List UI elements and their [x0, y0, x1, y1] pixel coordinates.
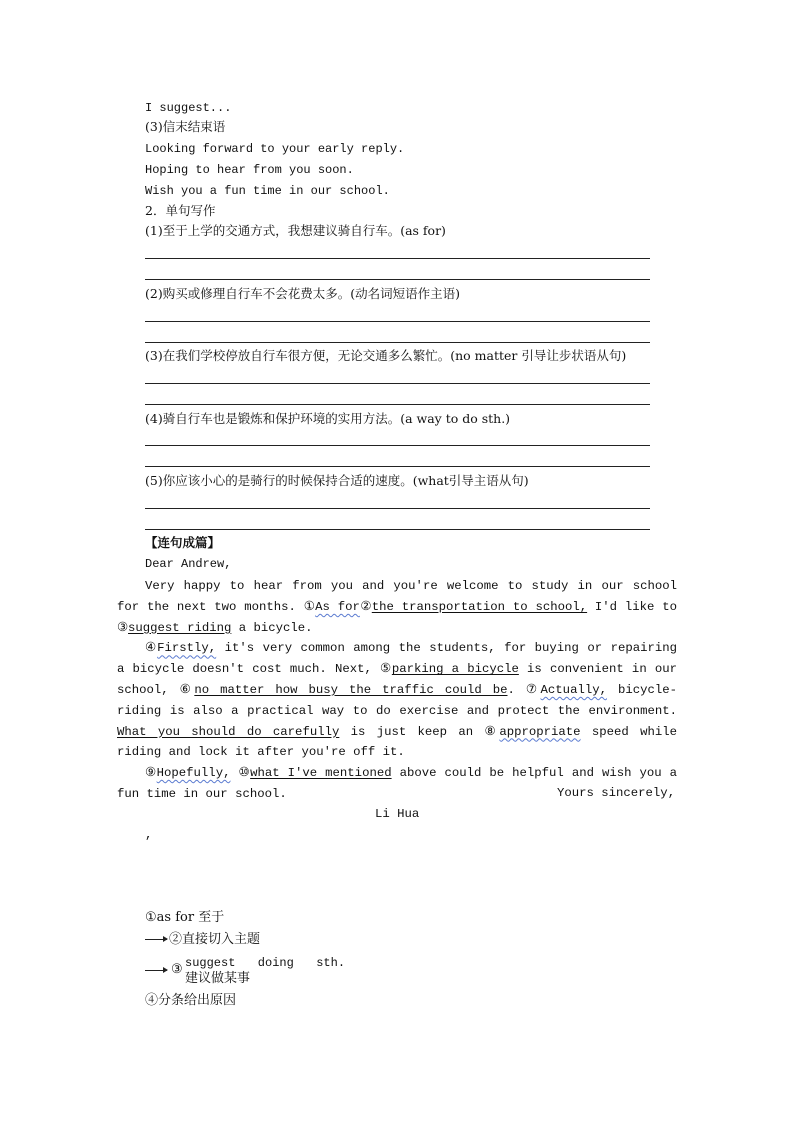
suggest-line: I suggest...	[145, 101, 232, 115]
marker: ③	[117, 620, 129, 635]
signature: Li Hua	[375, 807, 420, 821]
note-2-text: ②直接切入主题	[169, 932, 261, 947]
text-run: Very happy to hear from you and you're welcome to study in our school for the next two months.	[117, 579, 677, 614]
ending-heading: (3)信末结束语	[145, 119, 226, 134]
phrase-as-for: As for	[315, 599, 360, 614]
answer-line	[145, 342, 650, 343]
phrase-no-matter: no matter how busy the traffic could be	[194, 682, 508, 697]
paragraph-1	[117, 576, 677, 638]
marker: ①	[303, 599, 316, 614]
phrase-actually: Actually,	[540, 682, 607, 697]
phrase-what-mentioned: what I've mentioned	[250, 766, 392, 781]
marker: ④	[145, 641, 158, 656]
marker: ⑦	[525, 682, 541, 697]
answer-line	[145, 258, 650, 259]
answer-line	[145, 404, 650, 405]
ending-sentence-3: Wish you a fun time in our school.	[145, 184, 390, 198]
answer-line	[145, 445, 650, 446]
phrase-parking: parking a bicycle	[391, 662, 519, 677]
phrase-firstly: Firstly,	[157, 641, 217, 656]
text-run: above could be helpful and wish you a fun time in our school.	[117, 766, 677, 801]
marker: ②	[359, 599, 372, 614]
marker: ⑨	[145, 766, 157, 781]
question-1: (1)至于上学的交通方式，我想建议骑自行车。(as for)	[145, 223, 446, 238]
letter-body	[117, 576, 677, 805]
marker: ⑧	[484, 724, 500, 739]
text-run: speed while riding and lock it after you're off it.	[117, 724, 677, 760]
marker: ⑩	[238, 766, 251, 781]
greeting: Dear Andrew,	[145, 557, 232, 571]
text-run: .	[507, 682, 526, 697]
answer-line	[145, 321, 650, 322]
question-3: (3)在我们学校停放自行车很方便，无论交通多么繁忙。(no matter 引导让步状语从句)	[145, 348, 627, 363]
essay-heading: 【连句成篇】	[145, 535, 221, 550]
arrow-icon	[145, 939, 167, 940]
paragraph-2	[117, 638, 677, 763]
note-1: ①as for 至于	[145, 910, 225, 925]
note-3-chinese: 建议做某事	[185, 971, 251, 986]
phrase-hopefully: Hopefully,	[156, 766, 231, 781]
stray-comma: ,	[145, 828, 153, 842]
text-run: a bicycle.	[231, 620, 313, 635]
answer-line	[145, 466, 650, 467]
text-run: is convenient in our school,	[117, 662, 677, 697]
note-3-marker: ③	[171, 962, 183, 977]
marker: ⑥	[179, 682, 195, 697]
phrase-what-clause: What you should do carefully	[117, 724, 340, 739]
question-5: (5)你应该小心的是骑行的时候保持合适的速度。(what引导主语从句)	[145, 473, 529, 488]
text-run: it's very common among the students, for buying or repairing a bicycle doesn't cost much. Next,	[117, 641, 678, 677]
answer-line	[145, 508, 650, 509]
ending-sentence-1: Looking forward to your early reply.	[145, 142, 405, 156]
answer-line	[145, 529, 650, 530]
note-4: ④分条给出原因	[145, 993, 237, 1008]
answer-line	[145, 279, 650, 280]
arrow-icon	[145, 970, 167, 971]
marker: ⑤	[380, 662, 392, 677]
phrase-transportation: the transportation to school,	[371, 599, 588, 614]
sentence-writing-heading: 2．单句写作	[145, 203, 216, 218]
question-4: (4)骑自行车也是锻炼和保护环境的实用方法。(a way to do sth.)	[145, 411, 511, 426]
phrase-appropriate: appropriate	[499, 724, 581, 739]
answer-line	[145, 383, 650, 384]
text-run: I'd like to	[587, 599, 677, 614]
ending-sentence-2: Hoping to hear from you soon.	[145, 163, 354, 177]
closing: Yours sincerely,	[557, 786, 676, 800]
text-run: is just keep an	[339, 724, 485, 739]
note-3-english: suggest doing sth.	[185, 956, 346, 970]
phrase-suggest-riding: suggest riding	[128, 620, 232, 635]
text-run: bicycle-riding is also a practical way to do exercise and protect the environment.	[117, 682, 678, 718]
note-2	[145, 931, 260, 949]
question-2: (2)购买或修理自行车不会花费太多。(动名词短语作主语)	[145, 286, 460, 301]
